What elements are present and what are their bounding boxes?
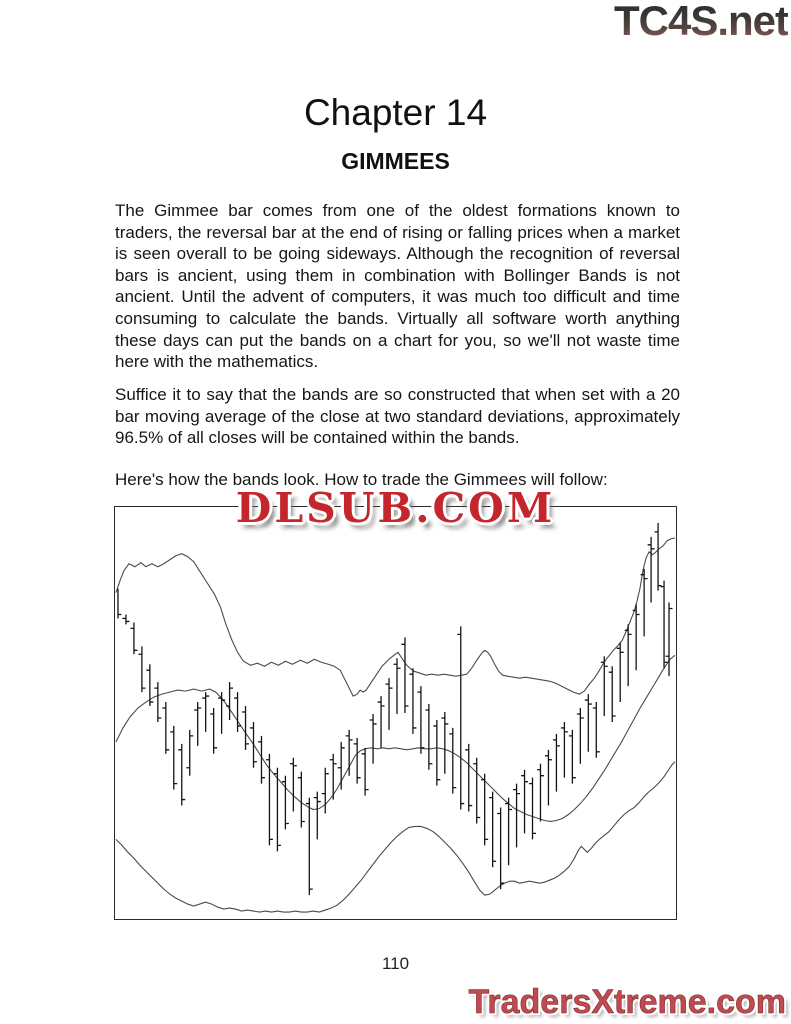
- dlsub-watermark[interactable]: DLSUB.COM: [235, 484, 556, 532]
- chapter-title: Chapter 14: [303, 92, 488, 133]
- middle-band-20-bar-moving-average: [116, 655, 675, 821]
- section-title: GIMMEES: [341, 148, 450, 174]
- lower-bollinger-band: [116, 762, 675, 912]
- tradersxtreme-logo[interactable]: TradersXtreme.com: [468, 983, 786, 1021]
- bollinger-chart-figure: [114, 506, 677, 920]
- paragraph-chart-lead-in: Here's how the bands look. How to trade the Gimmees will follow:: [115, 470, 608, 489]
- upper-bollinger-band: [116, 538, 675, 696]
- bollinger-chart-svg: [115, 507, 676, 919]
- ohlc-bars: [118, 523, 673, 895]
- paragraph-band-construction: Suffice it to say that the bands are so constructed that when set with a 20 bar moving average of the close at two standard deviations, approximately 96.5% of all closes will be contained within the bands.: [115, 385, 680, 448]
- page-number: 110: [381, 954, 410, 973]
- tc4s-logo[interactable]: TC4S.net: [613, 0, 788, 44]
- paragraph-gimmee-intro: The Gimmee bar comes from one of the oldest formations known to traders, the reversal bar at the end of rising or falling prices when a market is seen overall to be going sideways. Although the recognition of reversal bars is ancient, using them in combination with Bollinger Bands is not ancient. Until the advent of computers, it was much too difficult and time consuming to calculate the bands. Virtually all software worth anything these days can put the bands on a chart for you, so we'll not waste time here with the mathematics.: [115, 201, 680, 372]
